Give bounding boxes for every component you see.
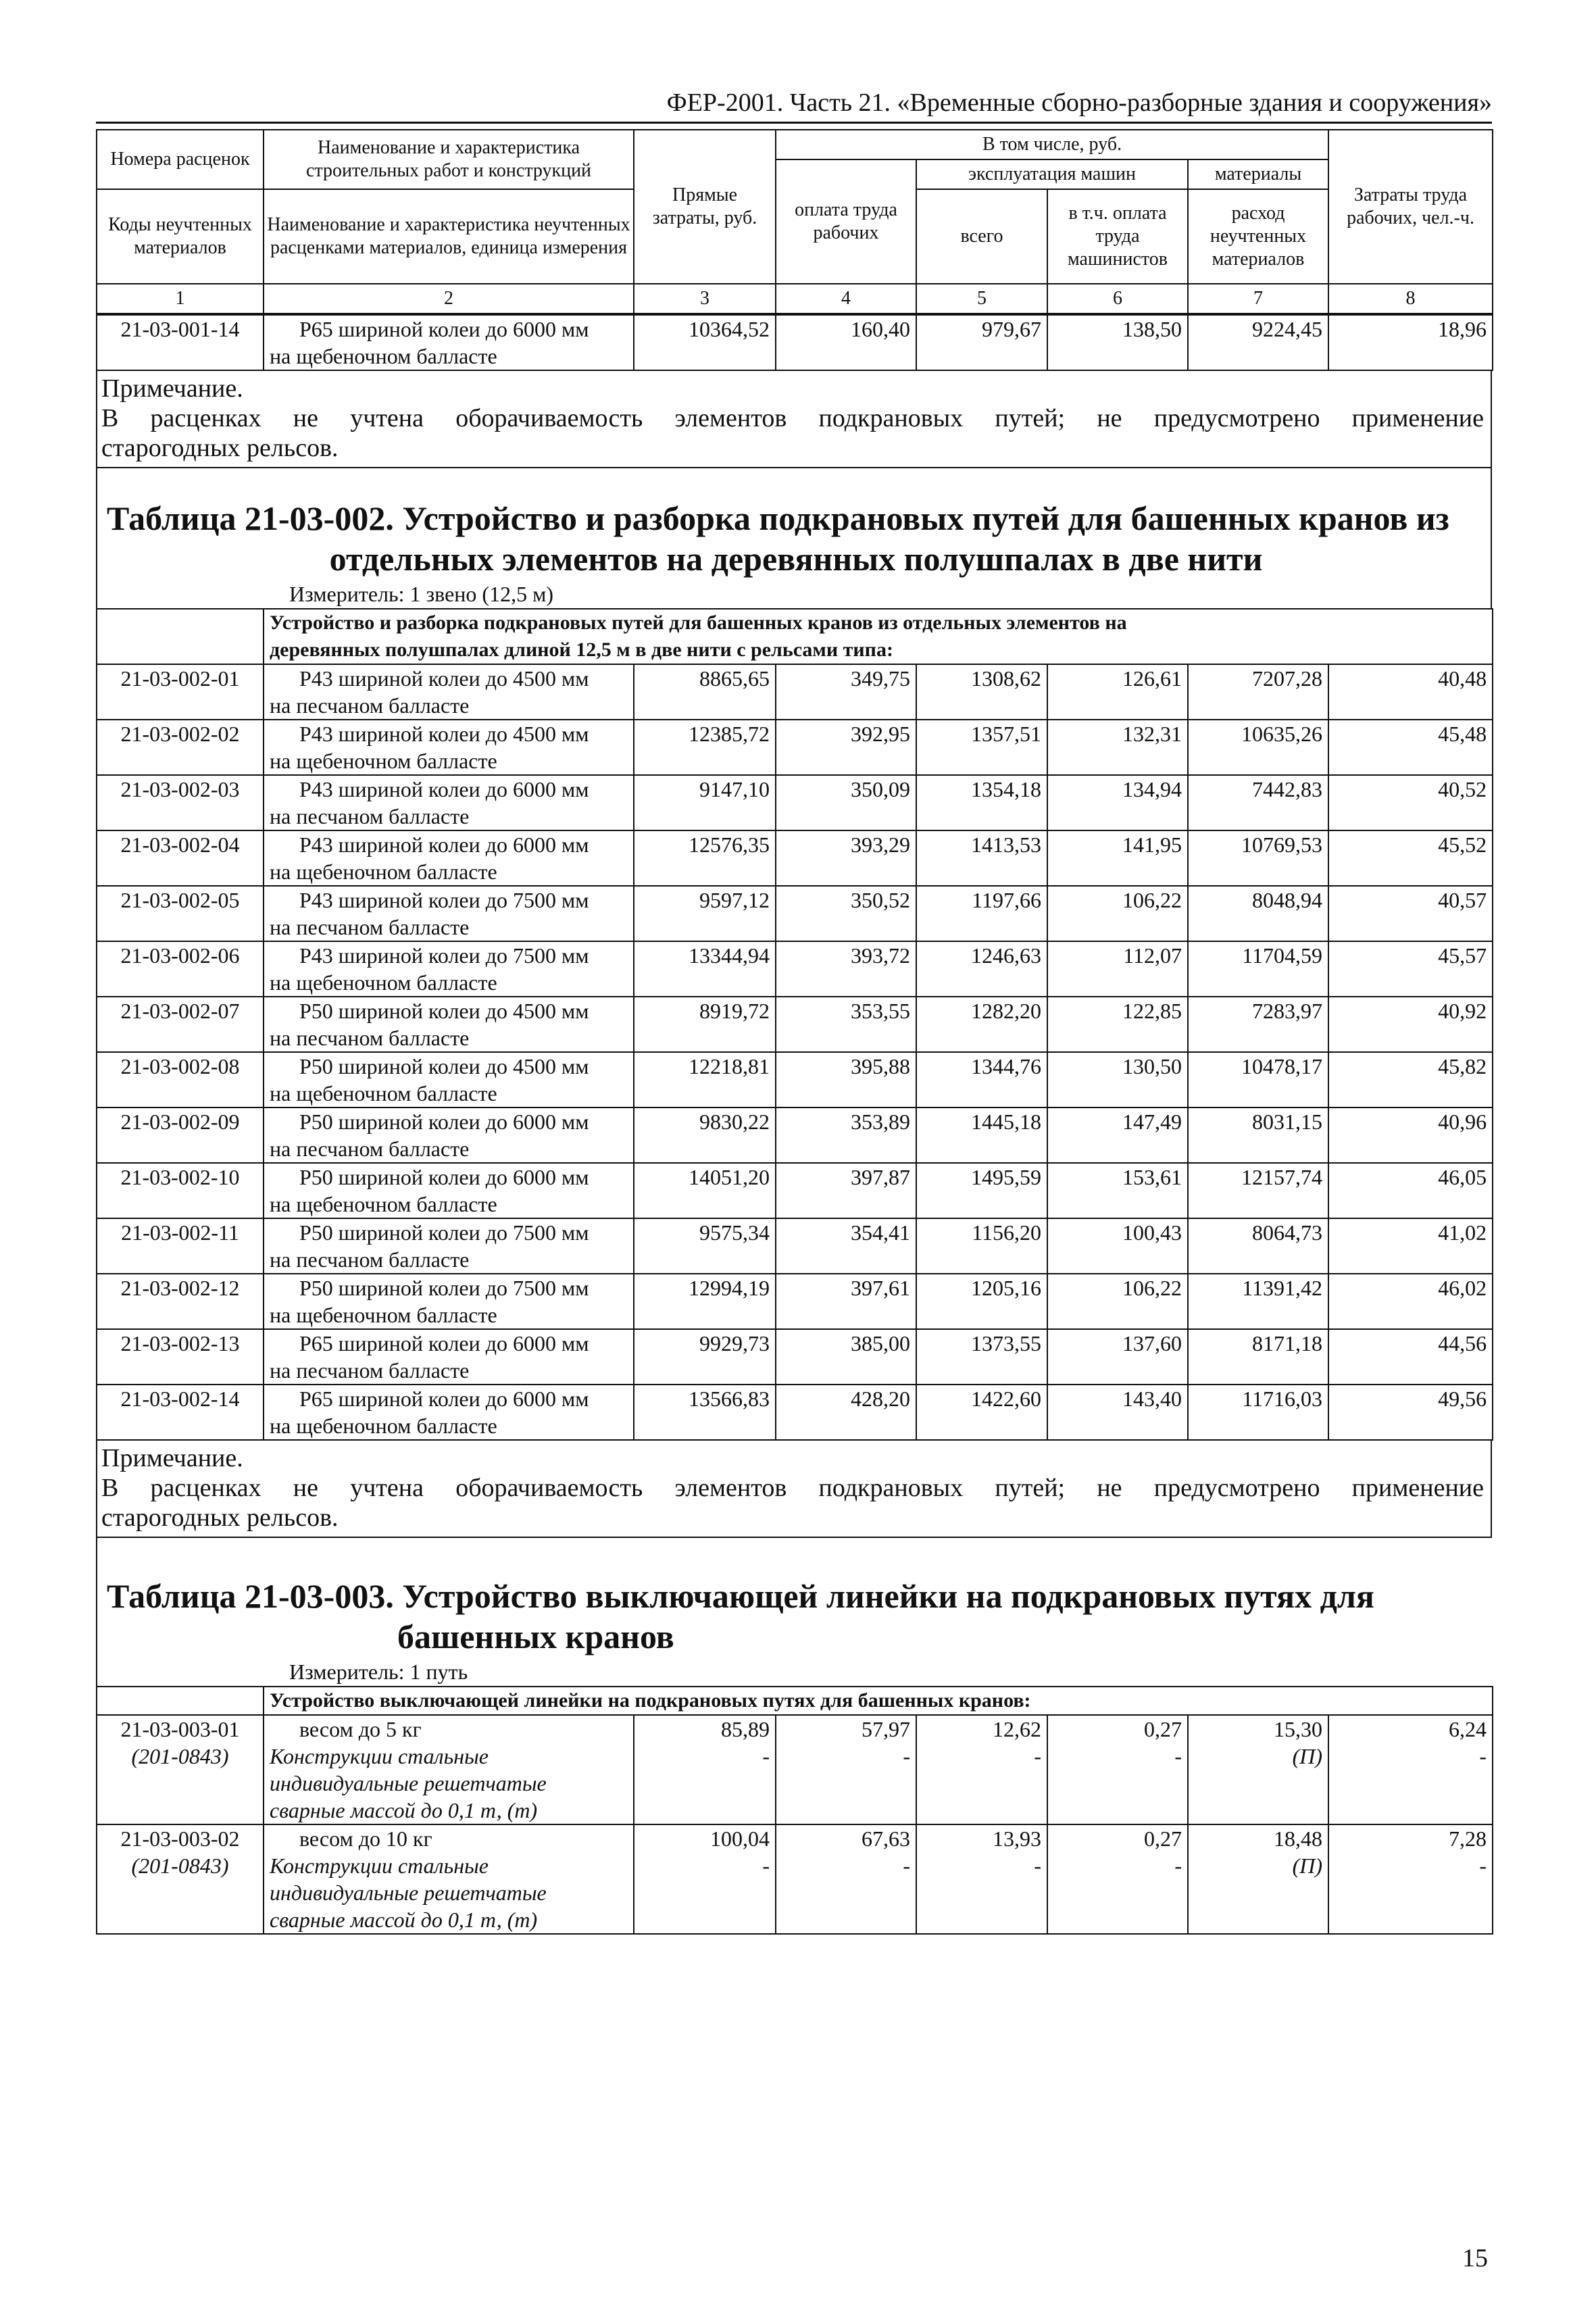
machinist-pay: 147,49 bbox=[1047, 1107, 1188, 1163]
work-description-line2: на щебеночном балласте bbox=[270, 1192, 497, 1216]
labor-hours: 45,52 bbox=[1328, 830, 1493, 886]
labor-pay: 350,52 bbox=[776, 886, 916, 941]
work-description-line1: Р65 шириной колеи до 6000 мм bbox=[299, 317, 589, 341]
labor-hours: 40,52 bbox=[1328, 775, 1493, 830]
machinist-pay: 153,61 bbox=[1047, 1163, 1188, 1218]
materials-cost-cell bbox=[1188, 1715, 1328, 1824]
machines-total: 1246,63 bbox=[916, 941, 1047, 997]
labor-hours: 41,02 bbox=[1328, 1218, 1493, 1274]
rate-code: 21-03-002-12 bbox=[97, 1274, 264, 1329]
machinist-pay: 126,61 bbox=[1047, 664, 1188, 720]
work-description-line2: на песчаном балласте bbox=[270, 1026, 470, 1050]
table-row bbox=[97, 1385, 1493, 1440]
header-code-top: Номера расценок bbox=[97, 130, 264, 189]
labor-hours: 45,82 bbox=[1328, 1052, 1493, 1107]
rate-code: 21-03-002-03 bbox=[97, 775, 264, 830]
rate-code: 21-03-002-09 bbox=[97, 1107, 264, 1163]
machines-total-cell bbox=[916, 1715, 1047, 1824]
labor-hours: 44,56 bbox=[1328, 1329, 1493, 1385]
machinist-pay: 0,27 bbox=[1144, 1826, 1182, 1851]
materials-cost: 11704,59 bbox=[1188, 941, 1328, 997]
header-labor-hours: Затраты труда рабочих, чел.-ч. bbox=[1328, 130, 1493, 284]
rate-code: 21-03-002-02 bbox=[97, 720, 264, 775]
machinist-pay: 141,95 bbox=[1047, 830, 1188, 886]
measure-003: Измеритель: 1 путь bbox=[289, 1660, 468, 1684]
labor-pay: 160,40 bbox=[776, 315, 916, 370]
labor-pay: 67,63 bbox=[862, 1826, 910, 1851]
machines-total: 1495,59 bbox=[916, 1163, 1047, 1218]
labor-pay: 57,97 bbox=[862, 1717, 910, 1741]
material-description-line: индивидуальные решетчатые bbox=[270, 1881, 547, 1905]
work-description-line1: Р50 шириной колеи до 4500 мм bbox=[299, 1054, 589, 1078]
direct-cost: 100,04 bbox=[710, 1826, 770, 1851]
labor-pay: 393,72 bbox=[776, 941, 916, 997]
note-2 bbox=[96, 1441, 1492, 1538]
table-title-block-003 bbox=[96, 1538, 1492, 1686]
labor-hours: 46,05 bbox=[1328, 1163, 1493, 1218]
work-description-line1: Р65 шириной колеи до 6000 мм bbox=[299, 1331, 589, 1355]
labor-pay: 350,09 bbox=[776, 775, 916, 830]
table-row bbox=[97, 886, 1493, 941]
machines-total-cell bbox=[916, 1824, 1047, 1934]
table-row bbox=[97, 1824, 1493, 1934]
col-num: 1 bbox=[97, 284, 264, 314]
table-title-003-line1: Таблица 21-03-003. Устройство выключающей линейки на подкрановых путях для bbox=[107, 1577, 1374, 1615]
note-text-line1: В расценках не учтена оборачиваемость элементов подкрановых путей; не предусмотрено применение bbox=[101, 1474, 1484, 1502]
header-machines: эксплуатация машин bbox=[916, 159, 1188, 189]
dash-placeholder: - bbox=[1034, 1853, 1041, 1878]
dash-placeholder: - bbox=[1174, 1853, 1182, 1878]
header-name-top: Наименование и характеристика строительных работ и конструкций bbox=[264, 130, 634, 189]
work-description-line1: Р50 шириной колеи до 4500 мм bbox=[299, 999, 589, 1023]
labor-hours: 45,57 bbox=[1328, 941, 1493, 997]
table-title-002 bbox=[107, 498, 1485, 579]
table-row bbox=[97, 1107, 1493, 1163]
table-21-03-002 bbox=[96, 608, 1493, 1441]
machinist-pay: 106,22 bbox=[1047, 886, 1188, 941]
labor-hours-cell bbox=[1328, 1824, 1493, 1934]
labor-hours: 6,24 bbox=[1449, 1717, 1487, 1741]
machines-total: 1156,20 bbox=[916, 1218, 1047, 1274]
machines-total: 1373,55 bbox=[916, 1329, 1047, 1385]
work-description bbox=[264, 1329, 634, 1385]
work-description bbox=[264, 315, 634, 370]
material-code: (201-0843) bbox=[131, 1853, 229, 1878]
machinist-pay: 122,85 bbox=[1047, 997, 1188, 1052]
materials-cost: 18,48 bbox=[1274, 1826, 1322, 1851]
rate-code: 21-03-002-01 bbox=[97, 664, 264, 720]
work-description-line1: Р43 шириной колеи до 4500 мм bbox=[299, 722, 589, 746]
page bbox=[96, 88, 1492, 1935]
dash-placeholder: - bbox=[1174, 1744, 1182, 1768]
direct-cost-cell bbox=[634, 1715, 776, 1824]
rate-code: 21-03-002-04 bbox=[97, 830, 264, 886]
labor-pay: 395,88 bbox=[776, 1052, 916, 1107]
work-description-line1: весом до 10 кг bbox=[299, 1826, 432, 1851]
table-21-03-001 bbox=[96, 314, 1493, 371]
work-description-line1: Р43 шириной колеи до 4500 мм bbox=[299, 666, 589, 691]
materials-cost: 10769,53 bbox=[1188, 830, 1328, 886]
work-description bbox=[264, 1107, 634, 1163]
dash-placeholder: - bbox=[1479, 1853, 1487, 1878]
col-num: 4 bbox=[776, 284, 916, 314]
work-description-line1: Р50 шириной колеи до 6000 мм bbox=[299, 1110, 589, 1134]
section-heading-003: Устройство выключающей линейки на подкрановых путях для башенных кранов: bbox=[264, 1687, 1493, 1715]
col-num: 8 bbox=[1328, 284, 1493, 314]
materials-cost: 8171,18 bbox=[1188, 1329, 1328, 1385]
rate-code: 21-03-002-06 bbox=[97, 941, 264, 997]
machines-total: 1422,60 bbox=[916, 1385, 1047, 1440]
labor-pay: 397,61 bbox=[776, 1274, 916, 1329]
rate-code: 21-03-002-13 bbox=[97, 1329, 264, 1385]
machinist-pay-cell bbox=[1047, 1715, 1188, 1824]
header-machines-incl: в т.ч. оплата труда машинистов bbox=[1047, 189, 1188, 284]
material-description-line: сварные массой до 0,1 т, (т) bbox=[270, 1908, 538, 1932]
work-description bbox=[264, 830, 634, 886]
col-num: 6 bbox=[1047, 284, 1188, 314]
labor-hours: 40,48 bbox=[1328, 664, 1493, 720]
work-description bbox=[264, 1385, 634, 1440]
table-row bbox=[97, 315, 1493, 370]
labor-pay: 354,41 bbox=[776, 1218, 916, 1274]
table-title-block-002 bbox=[96, 468, 1492, 608]
labor-pay: 397,87 bbox=[776, 1163, 916, 1218]
work-description-line2: на щебеночном балласте bbox=[270, 1081, 497, 1105]
table-row bbox=[97, 1715, 1493, 1824]
labor-pay: 428,20 bbox=[776, 1385, 916, 1440]
rate-code: 21-03-002-07 bbox=[97, 997, 264, 1052]
work-description-line2: на песчаном балласте bbox=[270, 1358, 470, 1383]
col-num: 7 bbox=[1188, 284, 1328, 314]
machines-total: 1344,76 bbox=[916, 1052, 1047, 1107]
direct-cost: 8865,65 bbox=[634, 664, 776, 720]
materials-cost: 7442,83 bbox=[1188, 775, 1328, 830]
material-description-line: индивидуальные решетчатые bbox=[270, 1771, 547, 1795]
header-name-bottom: Наименование и характеристика неучтенных расценками материалов, единица измерения bbox=[264, 189, 634, 284]
material-description-line: сварные массой до 0,1 т, (т) bbox=[270, 1798, 538, 1822]
header-code-bottom: Коды неучтенных материалов bbox=[97, 189, 264, 284]
machines-total: 1413,53 bbox=[916, 830, 1047, 886]
rate-code-cell bbox=[97, 1824, 264, 1934]
machinist-pay: 143,40 bbox=[1047, 1385, 1188, 1440]
materials-cost: 7283,97 bbox=[1188, 997, 1328, 1052]
direct-cost: 14051,20 bbox=[634, 1163, 776, 1218]
header-machines-total: всего bbox=[916, 189, 1047, 284]
note-text-line2: старогодных рельсов. bbox=[101, 434, 339, 462]
work-description-line2: на песчаном балласте bbox=[270, 804, 470, 828]
direct-cost: 12994,19 bbox=[634, 1274, 776, 1329]
machinist-pay: 112,07 bbox=[1047, 941, 1188, 997]
note-label: Примечание. bbox=[101, 1444, 243, 1472]
work-description bbox=[264, 1824, 634, 1934]
work-description-line1: Р43 шириной колеи до 7500 мм bbox=[299, 888, 589, 912]
work-description bbox=[264, 1715, 634, 1824]
table-title-002-line2: отдельных элементов на деревянных полушпалах в две нити bbox=[329, 540, 1263, 578]
work-description-line2: на щебеночном балласте bbox=[270, 344, 497, 368]
labor-hours: 49,56 bbox=[1328, 1385, 1493, 1440]
dash-placeholder: - bbox=[903, 1744, 910, 1768]
dash-placeholder: - bbox=[1479, 1744, 1487, 1768]
machines-total: 1357,51 bbox=[916, 720, 1047, 775]
labor-pay-cell bbox=[776, 1715, 916, 1824]
running-head: ФЕР-2001. Часть 21. «Временные сборно-разборные здания и сооружения» bbox=[96, 88, 1492, 124]
table-21-03-003 bbox=[96, 1686, 1493, 1935]
col-num: 3 bbox=[634, 284, 776, 314]
machinist-pay: 0,27 bbox=[1144, 1717, 1182, 1741]
note-text-line1: В расценках не учтена оборачиваемость элементов подкрановых путей; не предусмотрено применение bbox=[101, 404, 1484, 432]
header-direct: Прямые затраты, руб. bbox=[634, 130, 776, 284]
materials-cost-cell bbox=[1188, 1824, 1328, 1934]
materials-cost: 11391,42 bbox=[1188, 1274, 1328, 1329]
table-title-002-line1: Таблица 21-03-002. Устройство и разборка подкрановых путей для башенных кранов из bbox=[107, 499, 1449, 537]
labor-hours: 40,57 bbox=[1328, 886, 1493, 941]
materials-cost: 9224,45 bbox=[1188, 315, 1328, 370]
header-materials: материалы bbox=[1188, 159, 1328, 189]
materials-cost: 7207,28 bbox=[1188, 664, 1328, 720]
work-description-line1: Р50 шириной колеи до 6000 мм bbox=[299, 1165, 589, 1189]
table-header bbox=[96, 129, 1493, 314]
labor-pay: 385,00 bbox=[776, 1329, 916, 1385]
table-row bbox=[97, 941, 1493, 997]
work-description bbox=[264, 886, 634, 941]
direct-cost-cell bbox=[634, 1824, 776, 1934]
direct-cost: 13566,83 bbox=[634, 1385, 776, 1440]
header-labor-pay: оплата труда рабочих bbox=[776, 159, 916, 284]
work-description-line1: Р65 шириной колеи до 6000 мм bbox=[299, 1387, 589, 1411]
work-description-line1: Р43 шириной колеи до 7500 мм bbox=[299, 943, 589, 968]
direct-cost: 13344,94 bbox=[634, 941, 776, 997]
work-description-line2: на щебеночном балласте bbox=[270, 860, 497, 884]
work-description-line1: Р50 шириной колеи до 7500 мм bbox=[299, 1276, 589, 1300]
labor-pay: 353,55 bbox=[776, 997, 916, 1052]
table-row bbox=[97, 830, 1493, 886]
work-description bbox=[264, 941, 634, 997]
table-row bbox=[97, 1218, 1493, 1274]
table-row bbox=[97, 720, 1493, 775]
rate-code: 21-03-003-02 bbox=[120, 1826, 240, 1851]
machinist-pay: 137,60 bbox=[1047, 1329, 1188, 1385]
labor-pay-cell bbox=[776, 1824, 916, 1934]
table-title-003 bbox=[107, 1576, 1487, 1657]
col-num: 2 bbox=[264, 284, 634, 314]
col-num: 5 bbox=[916, 284, 1047, 314]
machines-total: 1282,20 bbox=[916, 997, 1047, 1052]
labor-hours: 18,96 bbox=[1328, 315, 1493, 370]
materials-cost: 15,30 bbox=[1274, 1717, 1322, 1741]
work-description-line1: Р50 шириной колеи до 7500 мм bbox=[299, 1220, 589, 1245]
rate-code: 21-03-002-10 bbox=[97, 1163, 264, 1218]
table-row bbox=[97, 1329, 1493, 1385]
dash-placeholder: - bbox=[903, 1853, 910, 1878]
material-unit-mark: (П) bbox=[1292, 1744, 1322, 1768]
direct-cost: 12385,72 bbox=[634, 720, 776, 775]
table-row bbox=[97, 775, 1493, 830]
machinist-pay: 138,50 bbox=[1047, 315, 1188, 370]
material-unit-mark: (П) bbox=[1292, 1853, 1322, 1878]
direct-cost: 12576,35 bbox=[634, 830, 776, 886]
machines-total: 1308,62 bbox=[916, 664, 1047, 720]
direct-cost: 85,89 bbox=[721, 1717, 770, 1741]
machines-total: 1354,18 bbox=[916, 775, 1047, 830]
material-description-line: Конструкции стальные bbox=[270, 1853, 489, 1878]
machines-total: 1205,16 bbox=[916, 1274, 1047, 1329]
machinist-pay-cell bbox=[1047, 1824, 1188, 1934]
header-incl: В том числе, руб. bbox=[776, 130, 1328, 159]
work-description bbox=[264, 1218, 634, 1274]
work-description-line2: на щебеночном балласте bbox=[270, 1303, 497, 1327]
labor-hours: 7,28 bbox=[1449, 1826, 1487, 1851]
rate-code: 21-03-002-08 bbox=[97, 1052, 264, 1107]
work-description bbox=[264, 1274, 634, 1329]
work-description bbox=[264, 997, 634, 1052]
material-description-line: Конструкции стальные bbox=[270, 1744, 489, 1768]
table-row bbox=[97, 664, 1493, 720]
table-title-003-line2: башенных кранов bbox=[397, 1618, 674, 1656]
direct-cost: 9929,73 bbox=[634, 1329, 776, 1385]
note-text-line2: старогодных рельсов. bbox=[101, 1503, 339, 1532]
dash-placeholder: - bbox=[762, 1853, 770, 1878]
labor-pay: 353,89 bbox=[776, 1107, 916, 1163]
machines-total: 1445,18 bbox=[916, 1107, 1047, 1163]
materials-cost: 8048,94 bbox=[1188, 886, 1328, 941]
materials-cost: 10478,17 bbox=[1188, 1052, 1328, 1107]
rate-code: 21-03-002-05 bbox=[97, 886, 264, 941]
labor-pay: 349,75 bbox=[776, 664, 916, 720]
rate-code: 21-03-002-11 bbox=[97, 1218, 264, 1274]
material-code: (201-0843) bbox=[131, 1744, 229, 1768]
table-row bbox=[97, 1163, 1493, 1218]
note-label: Примечание. bbox=[101, 374, 243, 403]
work-description bbox=[264, 664, 634, 720]
work-description bbox=[264, 1163, 634, 1218]
work-description-line1: Р43 шириной колеи до 6000 мм bbox=[299, 777, 589, 801]
work-description-line1: Р43 шириной колеи до 6000 мм bbox=[299, 832, 589, 857]
rate-code: 21-03-003-01 bbox=[120, 1717, 240, 1741]
materials-cost: 12157,74 bbox=[1188, 1163, 1328, 1218]
section-heading-002-line1: Устройство и разборка подкрановых путей для башенных кранов из отдельных элементов на bbox=[270, 612, 1127, 634]
work-description-line2: на щебеночном балласте bbox=[270, 749, 497, 773]
materials-cost: 8064,73 bbox=[1188, 1218, 1328, 1274]
materials-cost: 8031,15 bbox=[1188, 1107, 1328, 1163]
work-description bbox=[264, 720, 634, 775]
work-description-line2: на песчаном балласте bbox=[270, 1247, 470, 1272]
machines-total: 13,93 bbox=[993, 1826, 1041, 1851]
work-description-line2: на песчаном балласте bbox=[270, 915, 470, 939]
direct-cost: 8919,72 bbox=[634, 997, 776, 1052]
machinist-pay: 132,31 bbox=[1047, 720, 1188, 775]
machinist-pay: 100,43 bbox=[1047, 1218, 1188, 1274]
work-description-line1: весом до 5 кг bbox=[299, 1717, 422, 1741]
work-description bbox=[264, 1052, 634, 1107]
work-description-line2: на песчаном балласте bbox=[270, 693, 470, 718]
table-row bbox=[97, 1052, 1493, 1107]
section-heading-002 bbox=[264, 609, 1493, 664]
direct-cost: 9597,12 bbox=[634, 886, 776, 941]
work-description-line2: на песчаном балласте bbox=[270, 1137, 470, 1161]
machines-total: 979,67 bbox=[916, 315, 1047, 370]
rate-code: 21-03-001-14 bbox=[97, 315, 264, 370]
section-heading-002-line2: деревянных полушпалах длиной 12,5 м в две нити с рельсами типа: bbox=[270, 639, 893, 661]
work-description bbox=[264, 775, 634, 830]
labor-hours: 46,02 bbox=[1328, 1274, 1493, 1329]
direct-cost: 9575,34 bbox=[634, 1218, 776, 1274]
machinist-pay: 134,94 bbox=[1047, 775, 1188, 830]
note-1 bbox=[96, 371, 1492, 468]
work-description-line2: на щебеночном балласте bbox=[270, 970, 497, 995]
direct-cost: 12218,81 bbox=[634, 1052, 776, 1107]
work-description-line2: на щебеночном балласте bbox=[270, 1414, 497, 1438]
rate-code: 21-03-002-14 bbox=[97, 1385, 264, 1440]
materials-cost: 11716,03 bbox=[1188, 1385, 1328, 1440]
labor-hours-cell bbox=[1328, 1715, 1493, 1824]
header-materials-sub: расход неучтенных материалов bbox=[1188, 189, 1328, 284]
page-number: 15 bbox=[1462, 2244, 1488, 2272]
labor-hours: 40,96 bbox=[1328, 1107, 1493, 1163]
table-row bbox=[97, 997, 1493, 1052]
machinist-pay: 130,50 bbox=[1047, 1052, 1188, 1107]
direct-cost: 9830,22 bbox=[634, 1107, 776, 1163]
table-row bbox=[97, 1274, 1493, 1329]
labor-pay: 393,29 bbox=[776, 830, 916, 886]
dash-placeholder: - bbox=[1034, 1744, 1041, 1768]
direct-cost: 10364,52 bbox=[634, 315, 776, 370]
machines-total: 12,62 bbox=[993, 1717, 1041, 1741]
rate-code-cell bbox=[97, 1715, 264, 1824]
direct-cost: 9147,10 bbox=[634, 775, 776, 830]
materials-cost: 10635,26 bbox=[1188, 720, 1328, 775]
labor-pay: 392,95 bbox=[776, 720, 916, 775]
machinist-pay: 106,22 bbox=[1047, 1274, 1188, 1329]
labor-hours: 45,48 bbox=[1328, 720, 1493, 775]
machines-total: 1197,66 bbox=[916, 886, 1047, 941]
measure-002: Измеритель: 1 звено (12,5 м) bbox=[289, 582, 553, 606]
dash-placeholder: - bbox=[762, 1744, 770, 1768]
labor-hours: 40,92 bbox=[1328, 997, 1493, 1052]
